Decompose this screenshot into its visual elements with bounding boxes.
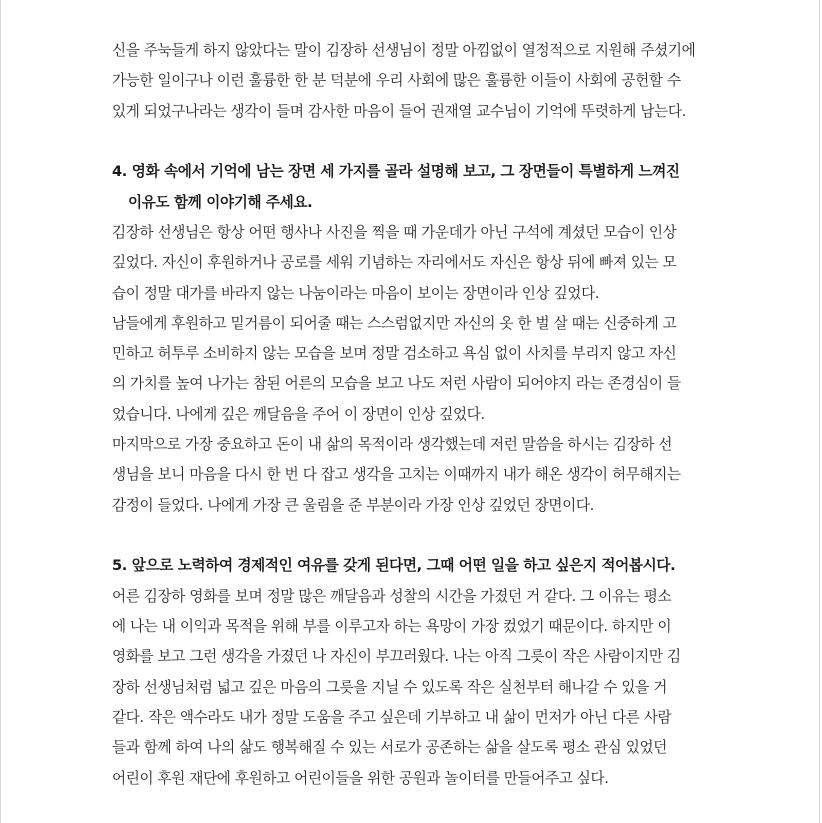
section-gap	[112, 127, 732, 158]
answer-line: 어른 김장하 영화를 보며 정말 많은 깨달음과 성찰의 시간을 가졌던 거 같다. 그 이유는 평소	[112, 587, 672, 605]
answer-line: 마지막으로 가장 중요하고 돈이 내 삶의 목적이라 생각했는데 저런 말씀을 하시는 김장하 선	[112, 436, 673, 454]
question-4-title-cont: 이유도 함께 이야기해 주세요.	[128, 193, 313, 211]
text-line: 신을 주눅들게 하지 않았다는 말이 김장하 선생님이 정말 아낌없이 열정적으로 지원해 주셨기에	[112, 42, 696, 59]
answer-line: 생님을 보니 마음을 다시 한 번 다 잡고 생각을 고치는 이때까지 내가 해온 생각이 허무해지는	[112, 466, 681, 484]
answer-line: 같다. 작은 액수라도 내가 정말 도움을 주고 싶은데 기부하고 내 삶이 먼저가 아닌 다른 사람	[112, 708, 672, 726]
answer-line: 의 가치를 높여 나가는 참된 어른의 모습을 보고 나도 저런 사람이 되어야지 라는 존경심이 들	[112, 375, 681, 393]
text-line: 가능한 일이구나 이런 훌륭한 한 분 덕분에 우리 사회에 많은 훌륭한 이들이 사회에 공헌할 수	[112, 72, 681, 90]
answer-line: 민하고 허투루 소비하지 않는 모습을 보며 정말 검소하고 욕심 없이 사치를 부리지 않고 자신	[112, 345, 677, 363]
answer-line: 감정이 들었다. 나에게 가장 큰 울림을 준 부분이라 가장 인상 깊었던 장면이다.	[112, 496, 594, 514]
page-border-left	[0, 0, 1, 823]
answer-line: 에 나는 내 이익과 목적을 위해 부를 이루고자 하는 욕망이 가장 컸었기 때문이다. 하지만 이	[112, 618, 672, 636]
document-body	[112, 36, 732, 794]
question-4-section	[112, 157, 732, 521]
question-5-section	[112, 551, 732, 793]
answer-line: 김장하 선생님은 항상 어떤 행사나 사진을 찍을 때 가운데가 아닌 구석에 계셨던 모습이 인상	[112, 223, 677, 241]
answer-line: 어린이 후원 재단에 후원하고 어린이들을 위한 공원과 놀이터를 만들어주고 싶다.	[112, 769, 609, 787]
answer-line: 깊었다. 자신이 후원하거나 공로를 세워 기념하는 자리에서도 자신은 항상 뒤에 빠져 있는 모	[112, 254, 677, 272]
section-gap	[112, 521, 732, 552]
page-border-right	[819, 0, 820, 823]
answer-line: 영화를 보고 그런 생각을 가졌던 나 자신이 부끄러웠다. 나는 아직 그릇이 작은 사람이지만 김	[112, 648, 681, 666]
answer-line: 장하 선생님처럼 넓고 깊은 마음의 그릇을 지닐 수 있도록 작은 실천부터 해나갈 수 있을 거	[112, 678, 667, 696]
answer-line: 남들에게 후원하고 밑거름이 되어줄 때는 스스럼없지만 자신의 옷 한 벌 살 때는 신중하게 고	[112, 314, 677, 332]
continuation-paragraph	[112, 36, 732, 127]
question-5-title: 5. 앞으로 노력하여 경제적인 여유를 갖게 된다면, 그때 어떤 일을 하고 싶은지 적어봅시다.	[112, 557, 676, 575]
answer-line: 었습니다. 나에게 깊은 깨달음을 주어 이 장면이 인상 깊었다.	[112, 405, 485, 423]
answer-line: 습이 정말 대가를 바라지 않는 나눔이라는 마음이 보이는 장면이라 인상 깊었다.	[112, 284, 600, 302]
question-4-title: 4. 영화 속에서 기억에 남는 장면 세 가지를 골라 설명해 보고, 그 장면들이 특별하게 느껴진	[112, 163, 680, 181]
text-line: 있게 되었구나라는 생각이 들며 감사한 마음이 들어 권재열 교수님이 기억에 뚜렷하게 남는다.	[112, 102, 686, 120]
answer-line: 들과 함께 하여 나의 삶도 행복해질 수 있는 서로가 공존하는 삶을 살도록 평소 관심 있었던	[112, 739, 667, 757]
